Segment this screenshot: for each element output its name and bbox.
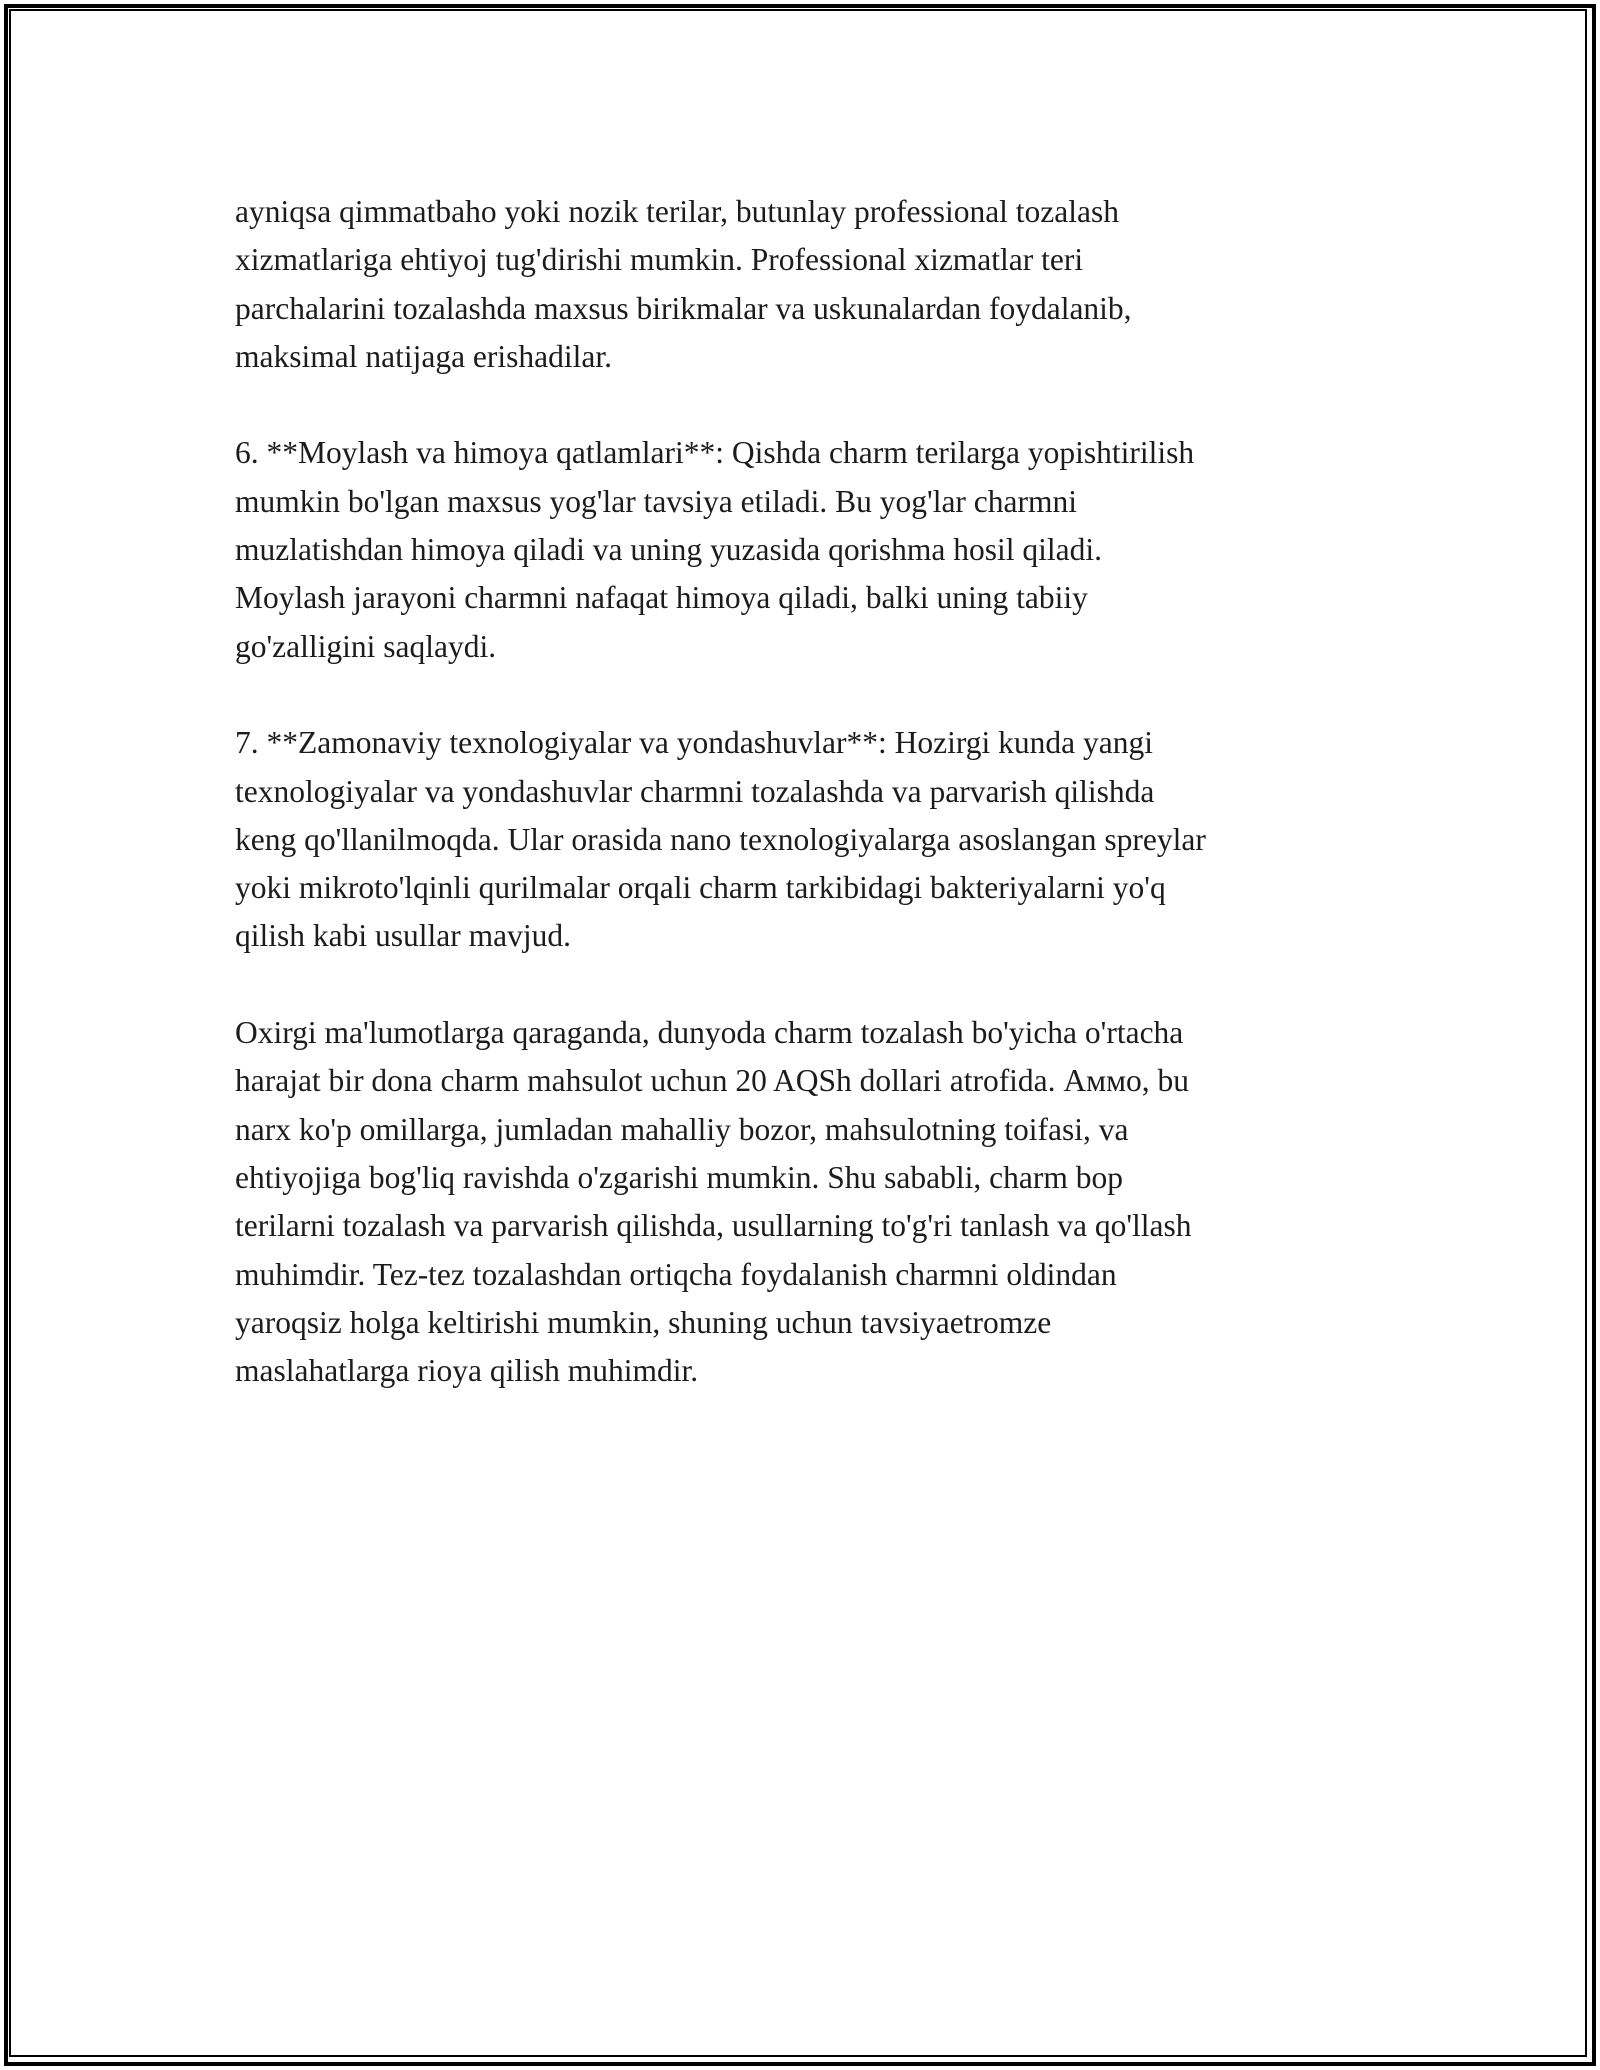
paragraph-modern-technologies: 7. **Zamonaviy texnologiyalar va yondashuvlar**: Hozirgi kunda yangi texnologiyalar va yondashuvlar charmni tozalashda va parvarish qilishda keng qo'llanilmoqda. Ular orasida nano texnologiyalarga asoslangan spreylar yoki mikroto'lqinli qurilmalar orqali charm tarkibidagi bakteriyalarni yo'q qilish kabi usullar mavjud. xyxy=(235,725,1206,954)
paragraph-cost-conclusion: Oxirgi ma'lumotlarga qaraganda, dunyoda charm tozalash bo'yicha o'rtacha harajat bir dona charm mahsulot uchun 20 AQSh dollari atrofida. Аммо, bu narx ko'p omillarga, jumladan mahalliy bozor, mahsulotning toifasi, va ehtiyojiga bog'liq ravishda o'zgarishi mumkin. Shu sababli, charm bop terilarni tozalash va parvarish qilishda, usullarning to'g'ri tanlash va qo'llash muhimdir. Tez-tez tozalashdan ortiqcha foydalanish charmni oldindan yaroqsiz holga keltirishi mumkin, shuning uchun tavsiyaetromze maslahatlarga rioya qilish muhimdir. xyxy=(235,1015,1192,1389)
paragraph-lubrication: 6. **Moylash va himoya qatlamlari**: Qishda charm terilarga yopishtirilish mumkin bo'lgan maxsus yog'lar tavsiya etiladi. Bu yog'lar charmni muzlatishdan himoya qiladi va uning yuzasida qorishma hosil qiladi. Moylash jarayoni charmni nafaqat himoya qiladi, balki uning tabiiy go'zalligini saqlaydi. xyxy=(235,435,1195,664)
document-body xyxy=(235,188,1385,1444)
paragraph-professional-cleaning: ayniqsa qimmatbaho yoki nozik terilar, butunlay professional tozalash xizmatlariga ehtiyoj tug'dirishi mumkin. Professional xizmatlar teri parchalarini tozalashda maxsus birikmalar va uskunalardan foydalanib, maksimal natijaga erishadilar. xyxy=(235,194,1132,374)
